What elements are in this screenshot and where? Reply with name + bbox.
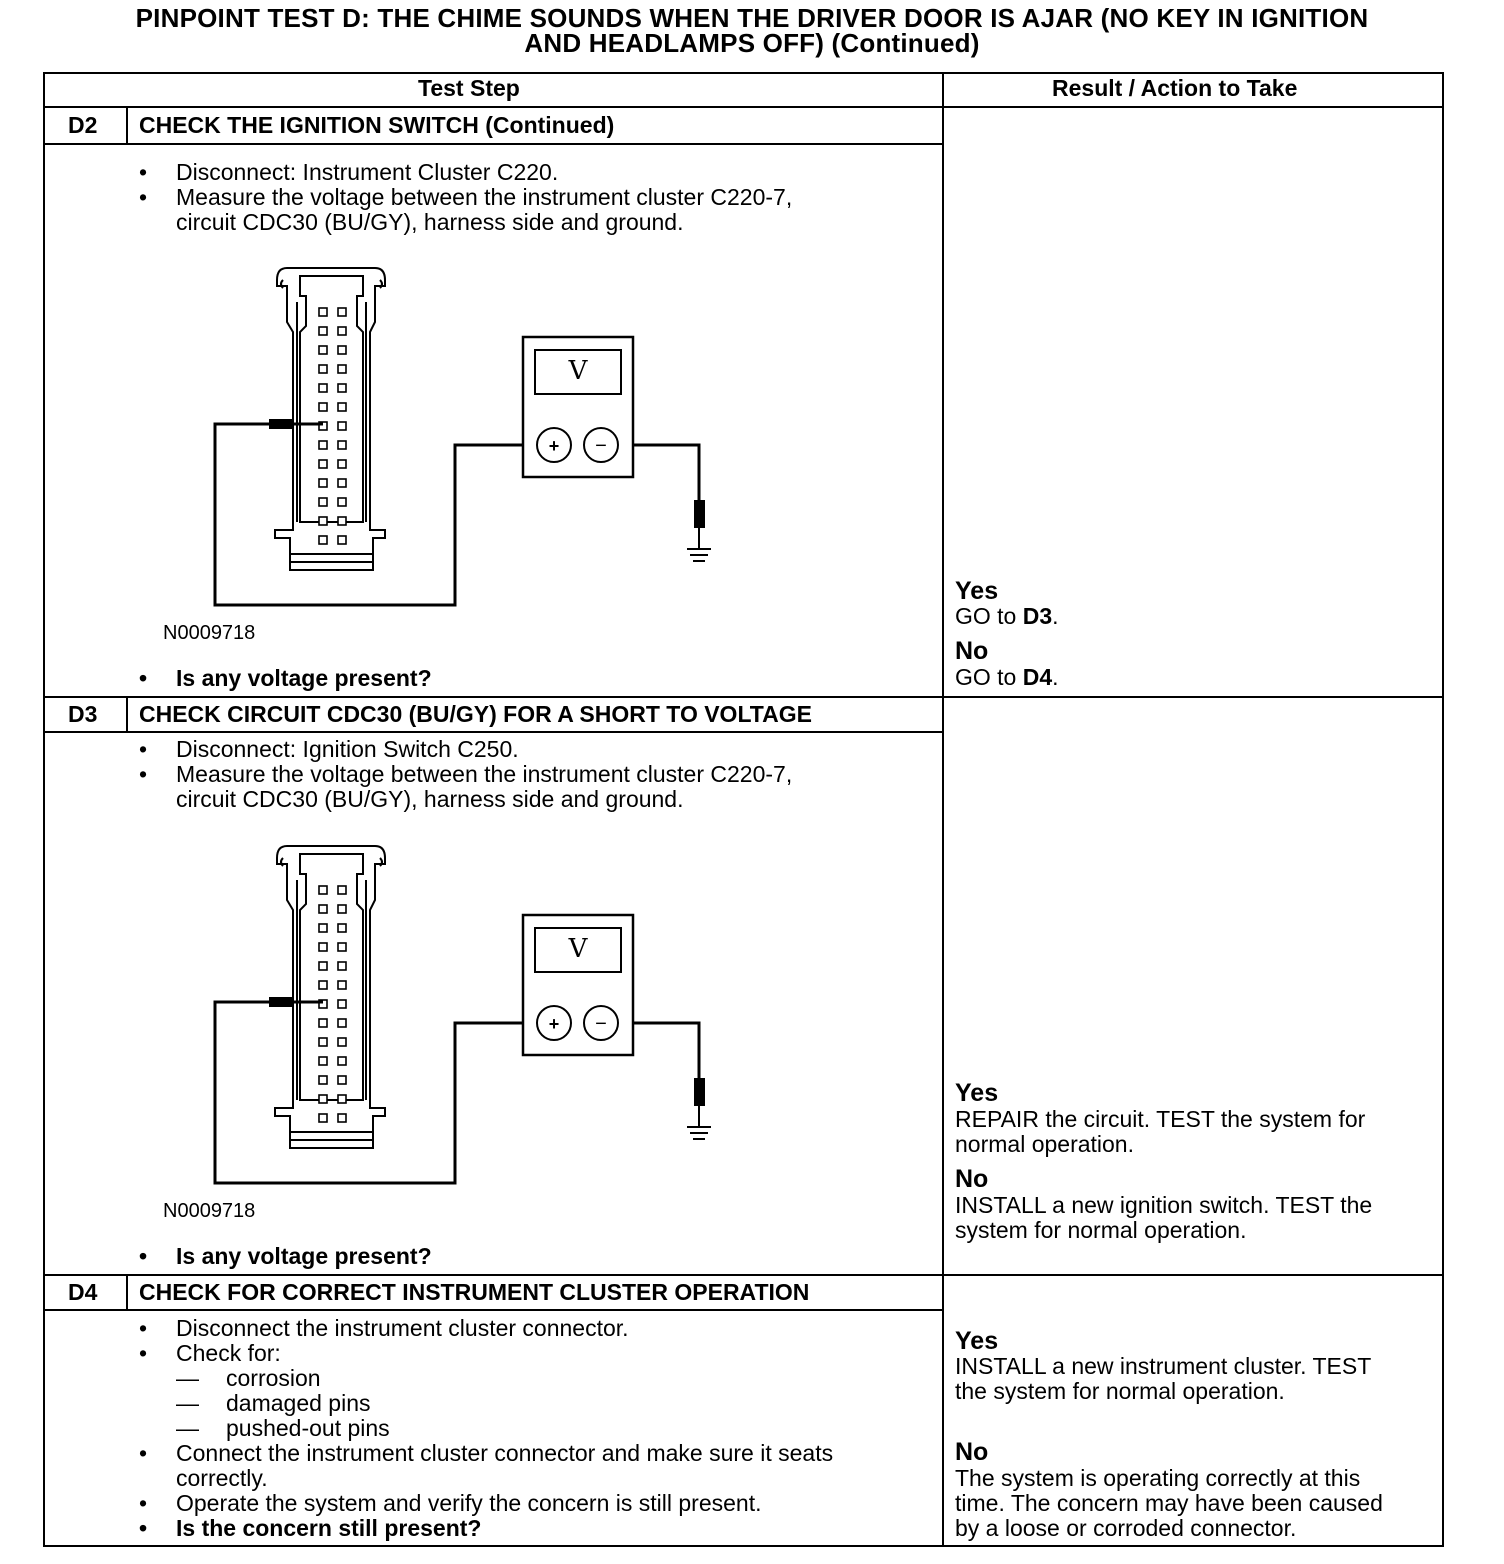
- row-rule-d2: [43, 696, 1444, 698]
- d4-no-line-3: by a loose or corroded connector.: [955, 1515, 1297, 1541]
- d3-no-label: No: [955, 1165, 989, 1193]
- d2-yes-action: GO to D3.: [955, 603, 1059, 629]
- d4-no-line-2: time. The concern may have been caused: [955, 1490, 1383, 1516]
- d3-yes-label: Yes: [955, 1079, 999, 1107]
- step-title-rule-d2: [43, 143, 943, 145]
- svg-text:V: V: [568, 356, 588, 386]
- d2-figure-code: N0009718: [163, 622, 256, 644]
- header-test-step: Test Step: [418, 75, 520, 101]
- column-divider: [942, 72, 944, 1547]
- d3-bullet-2-cont: circuit CDC30 (BU/GY), harness side and ground.: [176, 786, 684, 812]
- page-title: [0, 3, 1504, 58]
- step-id-d2: D2: [68, 112, 98, 138]
- d4-no-label: No: [955, 1438, 989, 1466]
- d3-figure-code: N0009718: [163, 1200, 256, 1222]
- step-id-d4: D4: [68, 1279, 98, 1305]
- d3-yes-line-1: REPAIR the circuit. TEST the system for: [955, 1106, 1366, 1132]
- header-rule: [43, 106, 1444, 108]
- d4-sub-1: — corrosion: [176, 1365, 321, 1391]
- step-id-d3: D3: [68, 701, 98, 727]
- svg-text:+: +: [548, 1014, 560, 1034]
- row-rule-d3: [43, 1274, 1444, 1276]
- d4-yes-line-2: the system for normal operation.: [955, 1378, 1285, 1404]
- d4-sub-2: — damaged pins: [176, 1390, 371, 1416]
- step-id-divider-d3: [126, 697, 128, 733]
- d3-yes-line-2: normal operation.: [955, 1131, 1134, 1157]
- d4-yes-label: Yes: [955, 1327, 999, 1355]
- voltmeter-connector-diagram-2: [205, 840, 725, 1190]
- step-title-d3: CHECK CIRCUIT CDC30 (BU/GY) FOR A SHORT TO VOLTAGE: [139, 701, 812, 727]
- svg-text:−: −: [595, 435, 607, 457]
- step-title-d4: CHECK FOR CORRECT INSTRUMENT CLUSTER OPERATION: [139, 1279, 810, 1305]
- d4-no-line-1: The system is operating correctly at this: [955, 1465, 1361, 1491]
- step-title-rule-d3: [43, 731, 943, 733]
- title-line-2: AND HEADLAMPS OFF) (Continued): [524, 28, 980, 58]
- svg-text:+: +: [548, 436, 560, 456]
- title-line-1: PINPOINT TEST D: THE CHIME SOUNDS WHEN THE DRIVER DOOR IS AJAR (NO KEY IN IGNITION: [135, 3, 1369, 33]
- svg-text:−: −: [595, 1013, 607, 1035]
- step-title-rule-d4: [43, 1309, 943, 1311]
- d2-no-action: GO to D4.: [955, 664, 1059, 690]
- d3-no-line-1: INSTALL a new ignition switch. TEST the: [955, 1192, 1373, 1218]
- d4-sub-3: — pushed-out pins: [176, 1415, 390, 1441]
- svg-text:V: V: [568, 934, 588, 964]
- d4-yes-line-1: INSTALL a new instrument cluster. TEST: [955, 1353, 1372, 1379]
- voltmeter-connector-diagram: [205, 262, 725, 612]
- step-id-divider-d4: [126, 1275, 128, 1311]
- d2-yes-label: Yes: [955, 577, 999, 605]
- d4-bullet-3-cont: correctly.: [176, 1465, 268, 1491]
- d2-bullet-2-cont: circuit CDC30 (BU/GY), harness side and ground.: [176, 209, 684, 235]
- header-result: Result / Action to Take: [1052, 75, 1298, 101]
- step-title-d2: CHECK THE IGNITION SWITCH (Continued): [139, 112, 615, 138]
- d2-no-label: No: [955, 637, 989, 665]
- step-id-divider-d2: [126, 107, 128, 144]
- d3-no-line-2: system for normal operation.: [955, 1217, 1247, 1243]
